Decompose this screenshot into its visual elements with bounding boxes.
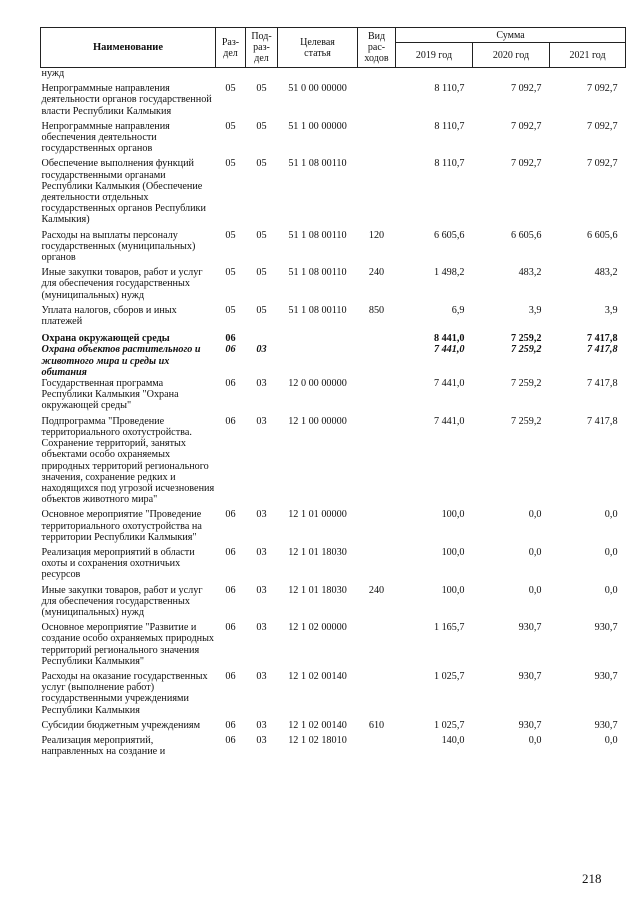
row-2020-cell: 7 092,7 [510, 120, 542, 132]
row-target-cell: 12 1 02 00140 [288, 670, 347, 682]
row-2019-cell: 8 441,0 [433, 333, 465, 345]
row-name-cell: Уплата налогов, сборов и иных платежей [41, 304, 177, 328]
row-subsection-cell: 03 [256, 584, 267, 596]
row-name-cell: Реализация мероприятий в области охоты и сохранения охотничьих ресурсов [41, 546, 195, 581]
row-target-cell: 12 1 00 00000 [288, 415, 347, 427]
table-row [41, 731, 626, 757]
row-type-cell [358, 505, 396, 543]
row-type-cell [358, 618, 396, 667]
row-2019-cell: 1 498,2 [433, 267, 465, 279]
row-2021-cell: 930,7 [594, 719, 618, 731]
row-section-cell: 05 [225, 158, 236, 170]
row-2020-cell: 0,0 [528, 509, 542, 521]
row-section-cell: 06 [225, 415, 236, 427]
table-row [41, 226, 626, 264]
row-2020-cell: 7 259,2 [510, 378, 542, 390]
row-name-cell: Охрана окружающей среды [41, 333, 170, 345]
page-number: 218 [582, 871, 602, 886]
row-type-cell: 850 [368, 304, 385, 316]
header-2021: 2021 год [550, 43, 626, 68]
row-section-cell: 06 [225, 734, 236, 746]
header-section: Раз- дел [216, 28, 246, 68]
header-name: Наименование [41, 28, 216, 68]
row-subsection-cell: 05 [256, 267, 267, 279]
row-2020-cell: 7 259,2 [510, 333, 542, 345]
row-2021-cell: 483,2 [594, 267, 618, 279]
row-2019-cell: 8 110,7 [434, 83, 465, 95]
row-section-cell: 06 [225, 584, 236, 596]
row-section-cell: 06 [225, 719, 236, 731]
row-2021-cell: 7 417,8 [586, 344, 618, 356]
row-subsection-cell: 05 [256, 120, 267, 132]
row-2020-cell [473, 68, 550, 80]
row-subsection-cell: 05 [256, 158, 267, 170]
row-2019-cell: 100,0 [441, 546, 465, 558]
row-2019-cell: 7 441,0 [433, 344, 465, 356]
row-2021-cell: 930,7 [594, 622, 618, 634]
row-2021-cell: 7 092,7 [586, 158, 618, 170]
row-2020-cell: 7 259,2 [510, 415, 542, 427]
row-type-cell [358, 79, 396, 117]
table-row [41, 79, 626, 117]
table-row [41, 618, 626, 667]
row-name-cell: Субсидии бюджетным учреждениям [41, 719, 201, 731]
row-2019-cell: 100,0 [441, 584, 465, 596]
table-row [41, 117, 626, 155]
row-type-cell [358, 412, 396, 506]
row-subsection-cell: 03 [256, 509, 267, 521]
row-name-cell: Непрограммные направления деятельности органов государственной власти Республики Калмыкия [41, 83, 212, 117]
row-type-cell [358, 327, 396, 344]
row-type-cell [358, 344, 396, 378]
row-subsection-cell: 03 [256, 734, 267, 746]
row-target-cell: 51 1 08 00110 [288, 267, 347, 279]
row-section-cell: 06 [225, 670, 236, 682]
header-sum: Сумма [396, 28, 626, 43]
row-2021-cell: 7 092,7 [586, 120, 618, 132]
row-2019-cell: 7 441,0 [433, 415, 465, 427]
header-2020: 2020 год [473, 43, 550, 68]
row-subsection-cell [246, 68, 278, 80]
row-2020-cell: 0,0 [528, 546, 542, 558]
row-2021-cell: 3,9 [604, 304, 618, 316]
row-2021-cell: 7 417,8 [586, 333, 618, 345]
row-name-cell: Подпрограмма "Проведение территориального охотустройства. Сохранение территорий, занятых объектами особо охраняемых природных территорий регионального значения, сохранение редких и находящихся под угрозой исчезновения объектов животного мира" [41, 415, 215, 506]
table-row [41, 68, 626, 80]
table-header [41, 28, 626, 68]
row-2020-cell: 0,0 [528, 584, 542, 596]
row-target-cell: 12 1 02 00000 [288, 622, 347, 634]
row-target-cell [278, 68, 358, 80]
row-2020-cell: 7 092,7 [510, 83, 542, 95]
row-subsection-cell: 03 [256, 670, 267, 682]
row-target-cell: 12 1 02 18010 [288, 734, 347, 746]
row-subsection-cell: 03 [256, 378, 267, 390]
row-2019-cell: 6 605,6 [433, 229, 465, 241]
header-type: Вид рас- ходов [358, 28, 396, 68]
row-2020-cell: 930,7 [518, 670, 542, 682]
row-name-cell: нужд [41, 68, 65, 79]
header-subsection: Под- раз- дел [246, 28, 278, 68]
table-row [41, 667, 626, 716]
row-type-cell [358, 378, 396, 412]
table-row [41, 154, 626, 225]
row-2019-cell: 8 110,7 [434, 158, 465, 170]
row-section-cell [216, 68, 246, 80]
row-subsection-cell: 05 [256, 229, 267, 241]
row-2019-cell: 7 441,0 [433, 378, 465, 390]
row-type-cell [358, 731, 396, 757]
row-2020-cell: 930,7 [518, 622, 542, 634]
row-type-cell [358, 68, 396, 80]
row-section-cell: 06 [225, 622, 236, 634]
row-2020-cell: 7 259,2 [510, 344, 542, 356]
row-2021-cell: 0,0 [604, 584, 618, 596]
row-2020-cell: 3,9 [528, 304, 542, 316]
row-section-cell: 05 [225, 304, 236, 316]
table-row [41, 716, 626, 731]
table-row [41, 301, 626, 327]
row-2021-cell: 7 092,7 [586, 83, 618, 95]
row-2020-cell: 0,0 [528, 734, 542, 746]
row-section-cell: 05 [225, 267, 236, 279]
row-subsection-cell [246, 327, 278, 344]
header-target: Целевая статья [278, 28, 358, 68]
row-2021-cell: 7 417,8 [586, 415, 618, 427]
row-name-cell: Охрана объектов растительного и животного мира и среды их обитания [41, 344, 201, 378]
table-row [41, 543, 626, 581]
row-target-cell: 12 1 01 18030 [288, 584, 347, 596]
row-section-cell: 06 [225, 546, 236, 558]
budget-table [40, 27, 626, 757]
table-body [41, 68, 626, 758]
row-2021-cell: 7 417,8 [586, 378, 618, 390]
table-row [41, 505, 626, 543]
table-row [41, 581, 626, 619]
row-type-cell [358, 667, 396, 716]
row-2021-cell: 930,7 [594, 670, 618, 682]
row-type-cell [358, 154, 396, 225]
row-2019-cell: 8 110,7 [434, 120, 465, 132]
row-type-cell: 120 [368, 229, 385, 241]
row-target-cell: 12 1 01 18030 [288, 546, 347, 558]
table-row [41, 378, 626, 412]
row-name-cell: Реализация мероприятий, направленных на создание и [41, 734, 166, 758]
row-section-cell: 05 [225, 120, 236, 132]
row-target-cell: 51 1 08 00110 [288, 304, 347, 316]
row-2019-cell: 1 025,7 [433, 719, 465, 731]
table-row [41, 412, 626, 506]
row-subsection-cell: 03 [256, 546, 267, 558]
row-2019-cell: 6,9 [451, 304, 465, 316]
row-type-cell: 240 [368, 584, 385, 596]
budget-page [40, 27, 625, 757]
header-2019: 2019 год [396, 43, 473, 68]
row-2020-cell: 483,2 [518, 267, 542, 279]
row-subsection-cell: 03 [256, 622, 267, 634]
row-2021-cell: 0,0 [604, 546, 618, 558]
row-name-cell: Расходы на выплаты персоналу государственных (муниципальных) органов [41, 229, 196, 264]
row-section-cell: 05 [225, 229, 236, 241]
row-2019-cell: 100,0 [441, 509, 465, 521]
row-name-cell: Расходы на оказание государственных услуг (выполнение работ) государственными учреждениями Республики Калмыкия [41, 670, 208, 716]
row-section-cell: 06 [225, 509, 236, 521]
row-target-cell: 12 1 02 00140 [288, 719, 347, 731]
row-2019-cell: 1 165,7 [433, 622, 465, 634]
row-type-cell [358, 543, 396, 581]
row-name-cell: Иные закупки товаров, работ и услуг для обеспечения государственных (муниципальных) нужд [41, 584, 203, 618]
row-2021-cell [550, 68, 626, 80]
row-name-cell: Основное мероприятие "Проведение территориального охотустройства на территории Республики Калмыкия" [41, 509, 202, 543]
row-name-cell: Обеспечение выполнения функций государственными органами Республики Калмыкия (Обеспечение деятельности отдельных государственных органов Республики Калмыкия) [41, 158, 206, 226]
row-2020-cell: 930,7 [518, 719, 542, 731]
row-type-cell: 240 [368, 267, 385, 279]
row-subsection-cell: 03 [256, 719, 267, 731]
row-name-cell: Основное мероприятие "Развитие и создание особо охраняемых природных территорий регионального значения Республики Калмыкия" [41, 622, 215, 667]
row-2021-cell: 0,0 [604, 734, 618, 746]
row-target-cell: 51 1 08 00110 [288, 229, 347, 241]
row-subsection-cell: 03 [256, 415, 267, 427]
row-section-cell: 06 [225, 378, 236, 390]
row-target-cell [278, 344, 358, 378]
table-row [41, 263, 626, 301]
row-target-cell: 51 1 00 00000 [288, 120, 347, 132]
row-subsection-cell: 05 [256, 83, 267, 95]
row-target-cell: 12 1 01 00000 [288, 509, 347, 521]
row-2019-cell [396, 68, 473, 80]
table-row [41, 327, 626, 344]
row-section-cell: 05 [225, 83, 236, 95]
table-row [41, 344, 626, 378]
row-type-cell: 610 [368, 719, 385, 731]
row-target-cell: 12 0 00 00000 [288, 378, 347, 390]
row-subsection-cell: 05 [256, 304, 267, 316]
row-section-cell: 06 [225, 344, 236, 356]
row-target-cell: 51 1 08 00110 [288, 158, 347, 170]
row-2019-cell: 140,0 [441, 734, 465, 746]
row-2020-cell: 6 605,6 [510, 229, 542, 241]
row-target-cell: 51 0 00 00000 [288, 83, 347, 95]
row-2020-cell: 7 092,7 [510, 158, 542, 170]
row-name-cell: Государственная программа Республики Калмыкия "Охрана окружающей среды" [41, 378, 179, 412]
row-target-cell [278, 327, 358, 344]
row-2021-cell: 0,0 [604, 509, 618, 521]
row-type-cell [358, 117, 396, 155]
row-subsection-cell: 03 [256, 344, 267, 356]
row-2021-cell: 6 605,6 [586, 229, 618, 241]
row-name-cell: Непрограммные направления обеспечения деятельности государственных органов [41, 120, 170, 155]
row-2019-cell: 1 025,7 [433, 670, 465, 682]
row-section-cell: 06 [225, 333, 236, 345]
row-name-cell: Иные закупки товаров, работ и услуг для обеспечения государственных (муниципальных) нужд [41, 267, 203, 301]
